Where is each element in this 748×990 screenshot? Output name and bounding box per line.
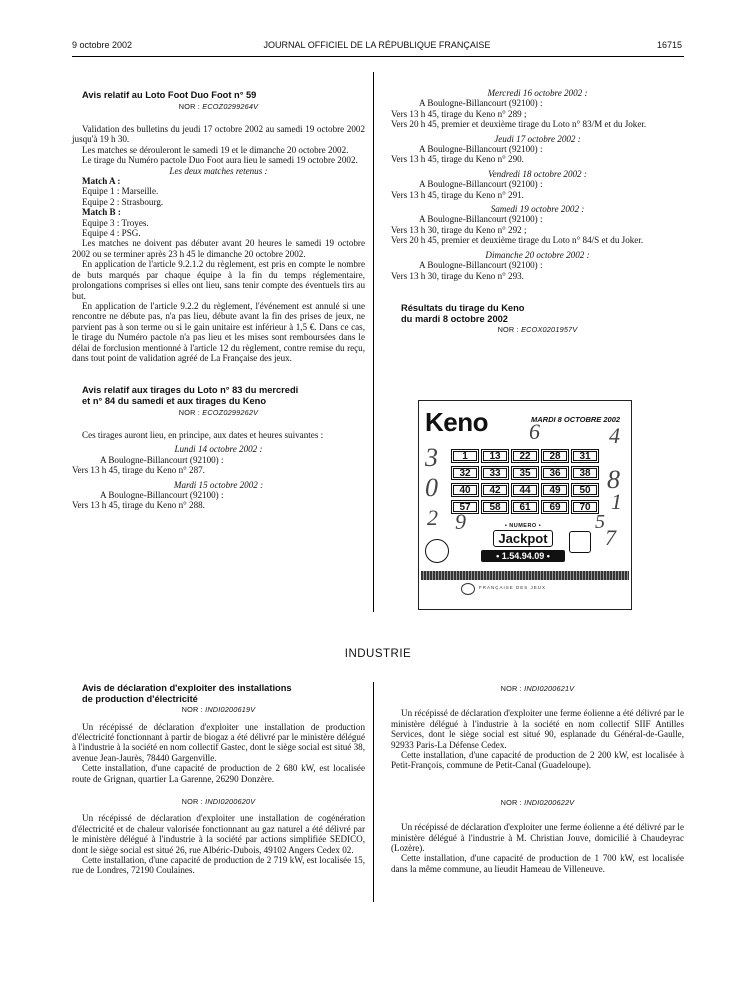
- schedule-day-1: Lundi 14 octobre 2002 :: [174, 444, 263, 455]
- keno-number: 22: [511, 449, 539, 463]
- header-date: 9 octobre 2002: [72, 40, 133, 50]
- fdj-logo-icon: [461, 583, 475, 595]
- loto-foot-p2: Les matches se dérouleront le samedi 19 et le dimanche 20 octobre 2002.: [82, 144, 349, 155]
- industry-p1: Un récépissé de déclaration d'exploiter une installation de production d'électricité fonctionnant à partir de biogaz a été délivré par le ministère délégué à l'industrie à la société en nom collectif Gastec, dont le siège social est situé 38, avenue Jean-Jaurès, 78440 Gargenville.: [72, 721, 365, 763]
- keno-number: 50: [571, 483, 599, 497]
- loto83-nor: NOR : ECOZ0299262V: [178, 407, 259, 417]
- schedule-day-5-place: A Boulogne-Billancourt (92100) :: [419, 179, 543, 190]
- column-divider-upper: [373, 72, 374, 612]
- schedule-day-2-place: A Boulogne-Billancourt (92100) :: [100, 489, 224, 500]
- loto-foot-p5: En application de l'article 9.2.1.2 du règlement, est pris en compte le nombre de buts marqués par chaque équipe à la fin du temps réglementaire, prolongations comprises si elles ont lieu, sans tenir compte des éventuels tirs au but.: [72, 259, 365, 301]
- keno-number: 61: [511, 500, 539, 514]
- schedule-day-6: Samedi 19 octobre 2002 :: [490, 204, 585, 215]
- decorative-digit: 1: [611, 489, 622, 514]
- schedule-day-7: Dimanche 20 octobre 2002 :: [485, 249, 590, 260]
- schedule-day-2: Mardi 15 octobre 2002 :: [173, 479, 264, 490]
- schedule-day-1-line: Vers 13 h 45, tirage du Keno n° 287.: [72, 465, 205, 476]
- loto-foot-title: Avis relatif au Loto Foot Duo Foot n° 59: [82, 90, 257, 100]
- header-rule: [72, 56, 684, 57]
- left-column-lower: [72, 683, 365, 876]
- schedule-day-7-line: Vers 13 h 30, tirage du Keno n° 293.: [391, 270, 524, 281]
- industry-nor-2: NOR : INDI0200620V: [181, 797, 256, 807]
- section-title: INDUSTRIE: [344, 648, 412, 660]
- match-a-team2: Equipe 2 : Strasbourg.: [82, 196, 164, 207]
- decorative-digit: 4: [609, 423, 620, 448]
- decorative-digit: 6: [529, 419, 540, 444]
- keno-number: 58: [481, 500, 509, 514]
- keno-number: 36: [541, 466, 569, 480]
- jackpot-box: [481, 523, 565, 562]
- matches-heading: Les deux matches retenus :: [169, 165, 268, 176]
- industry-nor-3: NOR : INDI0200621V: [500, 684, 575, 693]
- keno-ticket-date: MARDI 8 OCTOBRE 2002: [531, 415, 621, 424]
- left-column-upper: [72, 90, 365, 511]
- schedule-day-6-place: A Boulogne-Billancourt (92100) :: [419, 214, 543, 225]
- schedule-day-4-line: Vers 13 h 45, tirage du Keno n° 290.: [391, 154, 524, 165]
- right-column-upper: [391, 88, 684, 348]
- column-divider-lower: [373, 682, 374, 902]
- jackpot-label: Jackpot: [493, 530, 552, 547]
- industry-p6: Cette installation, d'une capacité de production de 2 200 kW, est localisée à Petit-François, commune de Petit-Canal (Guadeloupe).: [391, 750, 684, 771]
- keno-number: 49: [541, 483, 569, 497]
- keno-number: 31: [571, 449, 599, 463]
- schedule-day-1-place: A Boulogne-Billancourt (92100) :: [100, 454, 224, 465]
- jackpot-number: • 1.54.94.09 •: [481, 550, 565, 562]
- decorative-digit: 2: [427, 505, 438, 530]
- keno-results-title-line2: du mardi 8 octobre 2002: [401, 313, 508, 324]
- ticket-stripe: [421, 571, 629, 580]
- journal-title: JOURNAL OFFICIEL DE LA RÉPUBLIQUE FRANÇAISE: [263, 40, 491, 50]
- industry-nor-1: NOR : INDI0200619V: [181, 705, 256, 715]
- match-b-label: Match B :: [82, 207, 121, 218]
- loto83-title-line1: Avis relatif aux tirages du Loto n° 83 du mercredi: [82, 385, 299, 396]
- schedule-day-2-line: Vers 13 h 45, tirage du Keno n° 288.: [72, 500, 205, 511]
- keno-number: 40: [451, 483, 479, 497]
- schedule-day-3-line1: Vers 13 h 45, tirage du Keno n° 289 ;: [391, 108, 527, 119]
- decorative-digit: 3: [425, 443, 438, 472]
- keno-number: 42: [481, 483, 509, 497]
- match-a-label: Match A :: [82, 176, 121, 187]
- keno-logo: Keno: [425, 407, 488, 437]
- decorative-digit: 0: [425, 473, 438, 502]
- keno-number: 44: [511, 483, 539, 497]
- page-number: 16715: [656, 40, 682, 50]
- decorative-digit: 7: [605, 525, 616, 550]
- keno-number: 69: [541, 500, 569, 514]
- schedule-day-3-place: A Boulogne-Billancourt (92100) :: [419, 98, 543, 109]
- industry-p7: Un récépissé de déclaration d'exploiter une ferme éolienne a été délivré par le ministère délégué à l'industrie à M. Christian Jouve, domicilié à Chaudeyrac (Lozère).: [391, 822, 684, 854]
- loto83-title-line2: et n° 84 du samedi et aux tirages du Keno: [82, 395, 267, 406]
- keno-number: 1: [451, 449, 479, 463]
- keno-number: 33: [481, 466, 509, 480]
- industry-nor-4: NOR : INDI0200622V: [500, 797, 575, 807]
- loto-foot-p3: Le tirage du Numéro pactole Duo Foot aura lieu le samedi 19 octobre 2002.: [82, 155, 358, 166]
- phone-badge-icon: [425, 539, 449, 563]
- match-a-team1: Equipe 1 : Marseille.: [82, 186, 159, 197]
- industry-title-line2: de production d'électricité: [82, 693, 198, 704]
- match-b-team3: Equipe 3 : Troyes.: [82, 217, 149, 228]
- keno-badge-icon: [569, 531, 591, 553]
- schedule-day-6-line2: Vers 20 h 45, premier et deuxième tirage du Loto n° 84/S et du Joker.: [391, 235, 644, 246]
- industry-p3: Un récépissé de déclaration d'exploiter une installation de cogénération d'électricité et de chaleur valorisée fonctionnant au gaz naturel a été délivré par le ministère délégué à l'industrie à la société par actions simplifiée SEDICO, dont le siège social est situé 26, rue Albéric-Dubois, 49102 Angers Cedex 02.: [72, 813, 365, 855]
- industry-p5: Un récépissé de déclaration d'exploiter une ferme éolienne a été délivré par le ministère délégué à l'industrie à la société en nom collectif SIIF Antilles Services, dont le siège social est situé 90, esplanade du Général-de-Gaulle, 92933 Paris-La Défense Cedex.: [391, 708, 684, 750]
- loto83-intro: Ces tirages auront lieu, en principe, aux dates et heures suivantes :: [82, 429, 324, 440]
- industry-p4: Cette installation, d'une capacité de production de 2 719 kW, est localisée 15, rue de Londres, 72190 Coulaines.: [72, 855, 365, 876]
- schedule-day-6-line1: Vers 13 h 30, tirage du Keno n° 292 ;: [391, 224, 527, 235]
- running-header: [72, 40, 682, 54]
- match-b-team4: Equipe 4 : PSG.: [82, 228, 141, 239]
- keno-results-nor: NOR : ECOX0201957V: [497, 325, 578, 335]
- schedule-day-5: Vendredi 18 octobre 2002 :: [488, 168, 587, 179]
- keno-results-title-line1: Résultats du tirage du Keno: [401, 302, 525, 313]
- keno-number: 70: [571, 500, 599, 514]
- jackpot-numero-label: • NUMERO •: [504, 523, 542, 529]
- industry-p8: Cette installation, d'une capacité de production de 1 700 kW, est localisée dans la même commune, au lieudit Hameau de Villeneuve.: [391, 853, 684, 874]
- schedule-day-4: Jeudi 17 octobre 2002 :: [494, 133, 581, 144]
- keno-number: 32: [451, 466, 479, 480]
- keno-number-grid: [451, 449, 599, 514]
- loto-foot-p1: Validation des bulletins du jeudi 17 octobre 2002 au samedi 19 octobre 2002 jusqu'à 19 h 30.: [72, 124, 365, 145]
- right-column-lower: [391, 683, 684, 874]
- schedule-day-7-place: A Boulogne-Billancourt (92100) :: [419, 260, 543, 271]
- schedule-day-5-line: Vers 13 h 45, tirage du Keno n° 291.: [391, 189, 524, 200]
- loto-foot-nor: NOR : ECOZ0299264V: [178, 101, 259, 111]
- decorative-digit: 8: [607, 465, 620, 494]
- industry-p2: Cette installation, d'une capacité de production de 2 680 kW, est localisée route de Grignan, quartier La Garenne, 26290 Donzère.: [72, 763, 365, 784]
- keno-number: 28: [541, 449, 569, 463]
- schedule-day-3-line2: Vers 20 h 45, premier et deuxième tirage du Loto n° 83/M et du Joker.: [391, 119, 647, 130]
- decorative-digit: 5: [595, 511, 605, 533]
- fdj-brand: FRANÇAISE DES JEUX: [479, 585, 547, 590]
- keno-ticket: [418, 400, 632, 610]
- loto-foot-p6: En application de l'article 9.2.2 du règlement, l'événement est annulé si une rencontre ne débute pas, n'a pas lieu, débute avant la fin des prises de jeux, ne parvient pas à son terme ou si le gain unitaire est inférieur à 1,5 €. Dans ce cas, le tirage du Numéro pactole n'a pas lieu et les mises sont remboursées dans le délai de forclusion mentionné à l'article 12 du règlement, contre remise du reçu, dans tout point de validation agréé de La Française des jeux.: [72, 300, 365, 363]
- schedule-day-3: Mercredi 16 octobre 2002 :: [487, 88, 588, 98]
- keno-number: 13: [481, 449, 509, 463]
- keno-number: 38: [571, 466, 599, 480]
- loto-foot-p4: Les matches ne doivent pas débuter avant 20 heures le samedi 19 octobre 2002 ou se terminer après 23 h 45 le dimanche 20 octobre 2002.: [72, 238, 365, 259]
- schedule-day-4-place: A Boulogne-Billancourt (92100) :: [419, 144, 543, 155]
- keno-number: 57: [451, 500, 479, 514]
- industry-title-line1: Avis de déclaration d'exploiter des installations: [82, 683, 292, 693]
- keno-number: 35: [511, 466, 539, 480]
- decorative-digit: 9: [455, 509, 466, 534]
